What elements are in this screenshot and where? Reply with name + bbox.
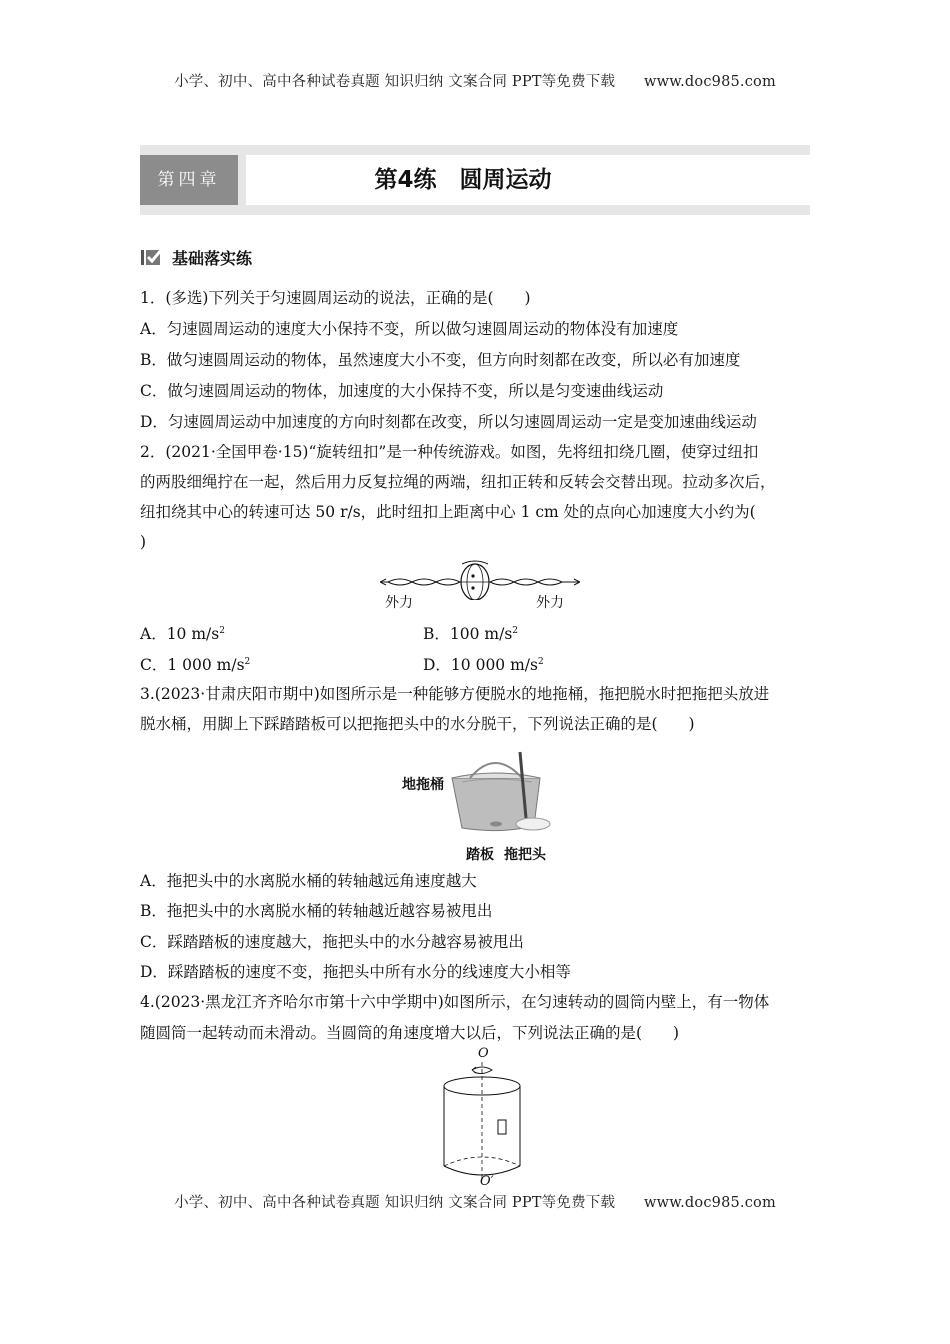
- spinning-button-figure: [380, 560, 580, 612]
- q4-fig-label-axis-bottom: O′: [480, 1174, 494, 1189]
- q2-stem-3: 纽扣绕其中心的转速可达 50 r/s，此时纽扣上距离中心 1 cm 处的点向心加速度大小约为(: [140, 503, 756, 521]
- q2-fig-label-left: 外力: [385, 595, 413, 611]
- watermark-url[interactable]: www.doc985.com: [643, 1195, 776, 1211]
- q3-stem-1: 3.(2023·甘肃庆阳市期中)如图所示是一种能够方便脱水的地拖桶，拖把脱水时把拖把头放进: [140, 685, 770, 703]
- q1-option-b: B．做匀速圆周运动的物体，虽然速度大小不变，但方向时刻都在改变，所以必有加速度: [140, 351, 741, 369]
- q3-option-d: D．踩踏踏板的速度不变，拖把头中所有水分的线速度大小相等: [140, 963, 571, 981]
- mop-bucket-figure: [400, 748, 560, 863]
- rotating-cylinder-figure: [436, 1046, 526, 1190]
- q2-fig-label-right: 外力: [536, 595, 564, 611]
- q2-option-d: D．10 000 $m/s^2$: [423, 656, 544, 674]
- q2-stem-1: 2．(2021·全国甲卷·15)“旋转纽扣”是一种传统游戏。如图，先将纽扣绕几圈，使穿过纽扣: [140, 443, 759, 461]
- section-label: 基础落实练: [172, 248, 253, 268]
- mop-bucket-illustration: [400, 748, 560, 840]
- watermark-top: [0, 70, 950, 91]
- watermark-url[interactable]: www.doc985.com: [643, 74, 776, 90]
- q1-option-c: C．做匀速圆周运动的物体，加速度的大小保持不变，所以是匀变速曲线运动: [140, 382, 664, 400]
- q2-option-c: C．1 000 $m/s^2$: [140, 656, 251, 674]
- q2-stem-4: ): [140, 533, 147, 551]
- watermark-bottom: [0, 1191, 950, 1212]
- q3-fig-label-mop-head: 拖把头: [504, 847, 546, 863]
- checkbox-icon: [140, 247, 164, 267]
- chapter-header: [140, 145, 810, 215]
- watermark-text: 小学、初中、高中各种试卷真题 知识归纳 文案合同 PPT等免费下载: [174, 1195, 616, 1211]
- q3-option-a: A．拖把头中的水离脱水桶的转轴越远角速度越大: [140, 872, 477, 890]
- q1-option-d: D．匀速圆周运动中加速度的方向时刻都在改变，所以匀速圆周运动一定是变加速曲线运动: [140, 413, 757, 431]
- q2-stem-2: 的两股细绳拧在一起，然后用力反复拉绳的两端，纽扣正转和反转会交替出现。拉动多次后，: [140, 473, 776, 491]
- cylinder-diagram: [436, 1050, 526, 1190]
- chapter-tag: 第四章: [140, 155, 238, 205]
- chapter-title-box: [246, 155, 810, 205]
- q3-stem-2: 脱水桶，用脚上下踩踏踏板可以把拖把头中的水分脱干，下列说法正确的是( ): [140, 715, 695, 733]
- q4-stem-1: 4.(2023·黑龙江齐齐哈尔市第十六中学期中)如图所示，在匀速转动的圆筒内壁上，有一物体: [140, 993, 770, 1011]
- q1-option-a: A．匀速圆周运动的速度大小保持不变，所以做匀速圆周运动的物体没有加速度: [140, 320, 679, 338]
- watermark-text: 小学、初中、高中各种试卷真题 知识归纳 文案合同 PPT等免费下载: [174, 74, 616, 90]
- q4-stem-2: 随圆筒一起转动而未滑动。当圆筒的角速度增大以后，下列说法正确的是( ): [140, 1024, 680, 1042]
- q3-fig-label-bucket: 地拖桶: [402, 777, 444, 793]
- q3-option-c: C．踩踏踏板的速度越大，拖把头中的水分越容易被甩出: [140, 933, 524, 951]
- q2-option-b: B．100 $m/s^2$: [423, 625, 519, 643]
- q1-stem: 1．(多选)下列关于匀速圆周运动的说法，正确的是( ): [140, 289, 531, 307]
- section-heading: [140, 244, 252, 270]
- chapter-title: 第4练 圆周运动: [374, 167, 552, 193]
- q4-fig-label-axis-top: O: [478, 1046, 489, 1061]
- q3-fig-label-pedal: 踏板: [466, 847, 494, 863]
- q3-option-b: B．拖把头中的水离脱水桶的转轴越近越容易被甩出: [140, 902, 493, 920]
- q2-option-a: A．10 $m/s^2$: [140, 625, 225, 643]
